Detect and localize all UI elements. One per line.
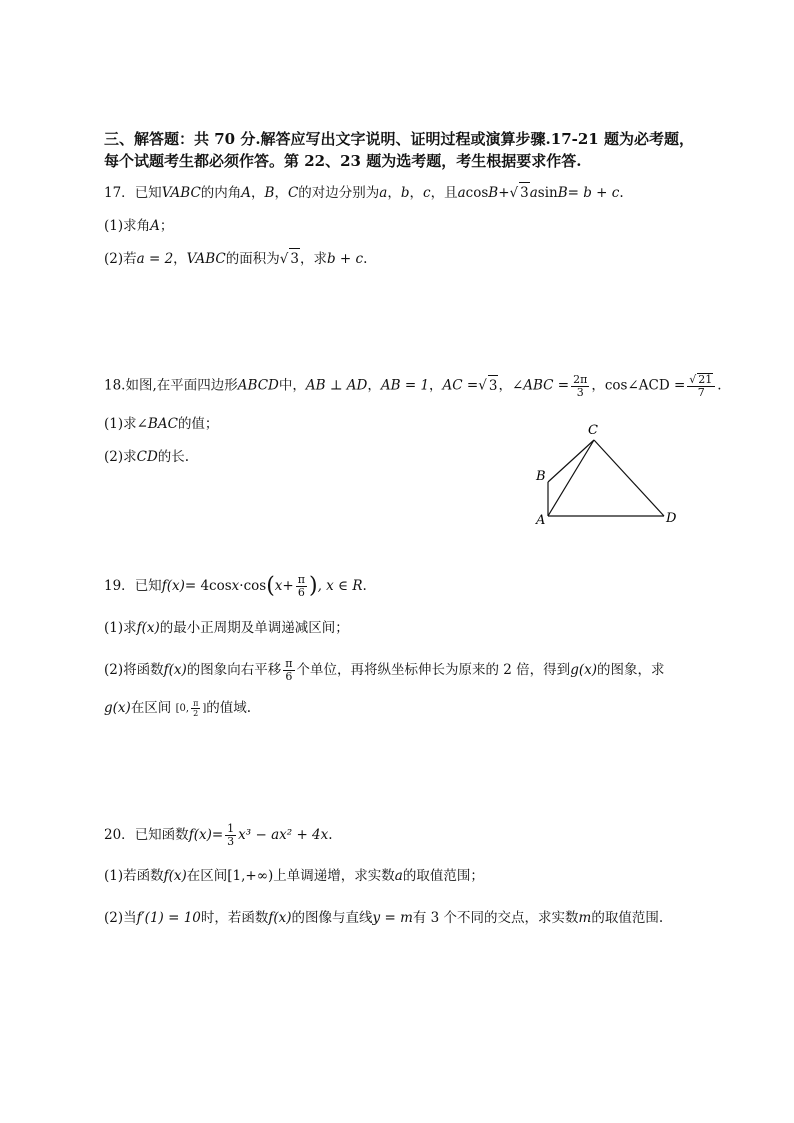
q20-frac-num: 1 — [227, 822, 235, 835]
q19-eq: = 4cos — [184, 578, 232, 594]
q17-p2-expr: b + c — [326, 251, 364, 267]
q17-var: B — [264, 185, 275, 201]
edge-cd — [594, 440, 664, 516]
q20-p2-var: m — [578, 910, 592, 926]
q17-var: A — [241, 185, 252, 201]
q18-number: 18. — [104, 377, 126, 394]
q17-triangle: VABC — [161, 185, 201, 201]
q20-eq: x³ − ax² + 4x — [238, 827, 329, 843]
q19-paren: ) — [308, 573, 318, 599]
edge-ac — [548, 440, 594, 516]
q19-p2-frac-pi-6 — [283, 658, 294, 683]
q17-p2-end: . — [363, 251, 368, 267]
q17-part-2: (2)若a = 2，VABC的面积为√ 3，求b + c. — [104, 248, 367, 269]
section-heading-line-2: 每个试题考生都必须作答。第 22、23 题为选考题，考生根据要求作答. — [104, 152, 582, 170]
q20-p1-text: 上单调递增，求实数 — [273, 868, 395, 884]
q19-stem — [104, 574, 367, 599]
q19-p2-func-g-arg: (x) — [112, 700, 131, 716]
label-b: B — [536, 469, 546, 484]
q17-eq: sin — [537, 185, 558, 201]
q19-p2-interval-right: ] — [202, 702, 207, 714]
q20-p2-label: (2)当 — [104, 910, 137, 926]
q19-p2-interval — [175, 698, 207, 718]
q20-stem — [104, 823, 333, 848]
q19-p2-func-arg: (x) — [168, 662, 187, 678]
q18-p1-angle: ∠BAC — [136, 416, 178, 432]
q17-var: C — [287, 185, 299, 201]
q20-p1-text: 的取值范围； — [402, 868, 484, 884]
q20-end: . — [328, 827, 333, 843]
q17-sep: ， — [251, 185, 265, 201]
q19-p2-text: 个单位，再将纵坐标伸长为原来的 2 倍，得到 — [296, 662, 571, 678]
q17-p2-sqrt: 3 — [289, 248, 300, 269]
q20-p2-cond: f′(1) = 10 — [136, 910, 201, 926]
q17-text: 的内角 — [200, 185, 242, 201]
q19-p1-func: f — [136, 620, 142, 636]
q20-p2-func: f — [268, 910, 274, 926]
section-heading-line-1: 三、解答题：共 70 分.解答应写出文字说明、证明过程或演算步骤.17-21 题为必考题， — [104, 130, 694, 148]
q17-eq: B — [488, 185, 499, 201]
q17-number: 17． — [104, 185, 135, 201]
q18-quadrilateral-figure — [528, 418, 688, 532]
q17-p2-sep: ， — [173, 251, 187, 267]
q18-part-2 — [104, 447, 189, 467]
q19-text: 已知 — [134, 578, 162, 594]
q19-p2-func-g-arg: (x) — [578, 662, 597, 678]
q18-p1-label: (1)求 — [104, 416, 137, 432]
q17-p2-label: (2)若 — [104, 251, 137, 267]
q19-eq: cos — [243, 578, 267, 594]
q17-p1-end: ； — [159, 218, 174, 234]
q18-frac-num: 2π — [573, 372, 588, 386]
q19-part-1 — [104, 618, 349, 638]
q19-p2-func-g: g — [104, 700, 113, 716]
q18-quad: ABCD — [237, 377, 279, 394]
q18-frac-2pi-3 — [571, 374, 589, 399]
label-c: C — [588, 423, 598, 438]
q17-p2-triangle: VABC — [186, 251, 226, 267]
q18-frac-num: √ 21 — [687, 373, 715, 387]
q20-part-2 — [104, 908, 663, 928]
q17-eq: B — [557, 185, 568, 201]
q19-end: . — [362, 578, 367, 594]
q19-domain: , x ∈ R — [317, 578, 363, 594]
q20-p2-text: 的图像与直线 — [291, 910, 373, 926]
q17-sep: ， — [387, 185, 401, 201]
q19-eq: x — [231, 578, 240, 594]
q18-frac-num-sqrt: 21 — [698, 373, 713, 386]
q17-eq: a — [529, 185, 538, 201]
q19-part-2-cont — [104, 698, 251, 719]
q17-sep: ， — [274, 185, 288, 201]
q20-p2-line: y = m — [372, 910, 413, 926]
q19-p1-label: (1)求 — [104, 620, 137, 636]
q19-frac-pi-6 — [296, 574, 307, 599]
q18-end: . — [717, 377, 722, 394]
q17-var: c — [423, 185, 431, 201]
q19-func-arg: (x) — [166, 578, 185, 594]
q17-eq: + — [498, 185, 510, 201]
q17-p2-text: 的面积为 — [225, 251, 280, 267]
q18-sep: ， — [498, 377, 512, 394]
q20-frac-den: 3 — [227, 835, 235, 848]
q17-end: . — [619, 185, 624, 201]
q18-stem: 18.如图,在平面四边形ABCD中，AB ⊥ AD，AB = 1，AC =√ 3，∠ABC = $\frac{2\pi}{3}$ ，cos∠ACD = $\frac{√ 21}{7}$ . — [104, 372, 722, 399]
q20-part-1 — [104, 866, 484, 886]
q18-sep: ， — [367, 377, 381, 394]
q19-p2-label: (2)将函数 — [104, 662, 164, 678]
q20-p2-func-arg: (x) — [273, 910, 292, 926]
q20-p1-interval: [1,+∞) — [227, 868, 274, 884]
q17-text: 的对边分别为 — [298, 185, 380, 201]
q18-cond: ∠ABC = — [511, 377, 570, 394]
label-d: D — [666, 511, 677, 526]
q18-p2-text: 的长. — [157, 449, 190, 465]
q17-var: a — [379, 185, 388, 201]
q17-eq-sqrt: 3 — [519, 182, 530, 203]
q18-text: 中， — [278, 377, 306, 394]
q17-text: 已知 — [134, 185, 162, 201]
q20-p1-var: a — [394, 868, 403, 884]
q19-p2-func: f — [163, 662, 169, 678]
q19-p2-func-g: g — [570, 662, 579, 678]
q18-sep: ， — [591, 377, 605, 394]
q17-eq: a — [457, 185, 466, 201]
q19-p2-text: 的值域. — [206, 700, 252, 716]
edge-bc — [548, 440, 594, 482]
q19-p1-text: 的最小正周期及单调递减区间； — [159, 620, 349, 636]
label-a: A — [536, 513, 546, 528]
q19-p1-func-arg: (x) — [141, 620, 160, 636]
q19-p2-interval-frac — [191, 699, 200, 718]
q19-paren: ( — [266, 573, 275, 599]
q19-p2-frac-den: 6 — [285, 670, 293, 683]
q20-p2-text: 有 3 个不同的交点，求实数 — [412, 910, 579, 926]
q19-part-2 — [104, 658, 665, 683]
q17-p2-cond: a = 2 — [136, 251, 174, 267]
q19-p2-interval-num: π — [193, 698, 199, 708]
q19-p2-text: 的图象，求 — [597, 662, 665, 678]
q20-p2-text: 的取值范围. — [591, 910, 664, 926]
q18-part-1 — [104, 414, 218, 434]
q17-p1-label: (1)求角 — [104, 218, 151, 234]
q17-part-1 — [104, 216, 173, 236]
q17-stem: 17．已知VABC的内角A，B，C的对边分别为a，b，c，且acosB+√ 3asinB= b + c. — [104, 182, 624, 203]
q17-p2-text: ，求 — [299, 251, 327, 267]
q19-p2-text: 在区间 — [130, 700, 172, 716]
q17-p1-var: A — [150, 218, 160, 234]
q18-p2-label: (2)求 — [104, 449, 137, 465]
q20-func: f — [188, 827, 194, 843]
q18-sep: ， — [429, 377, 443, 394]
q20-func-arg: (x) — [193, 827, 212, 843]
q18-cond: AB ⊥ AD — [305, 377, 368, 394]
q19-number: 19． — [104, 578, 135, 594]
q20-p1-func-arg: (x) — [168, 868, 187, 884]
q18-cond: AB = 1 — [380, 377, 430, 394]
q17-sep: ， — [409, 185, 424, 201]
q20-p1-label: (1)若函数 — [104, 868, 164, 884]
q19-eq: · — [239, 578, 244, 594]
q19-p2-text: 的图象向右平移 — [186, 662, 282, 678]
q18-cond: AC = — [442, 377, 479, 394]
q19-p2-frac-num: π — [285, 657, 293, 670]
q19-func: f — [161, 578, 167, 594]
q18-text: 如图,在平面四边形 — [125, 377, 238, 394]
q19-p2-interval-left: [0, — [175, 702, 190, 714]
q18-frac-den: 7 — [697, 386, 705, 399]
q17-eq: cos — [465, 185, 489, 201]
q18-cond: cos∠ACD = — [604, 377, 686, 394]
q20-eq: = — [211, 827, 224, 843]
q19-frac-den: 6 — [297, 586, 305, 599]
q19-eq: + — [282, 578, 294, 594]
q20-text: 已知函数 — [134, 827, 189, 843]
q20-frac-1-3 — [225, 823, 236, 848]
q19-p2-interval-den: 2 — [193, 708, 199, 718]
q20-p1-text: 在区间 — [186, 868, 228, 884]
q18-p1-text: 的值； — [177, 416, 219, 432]
q20-p2-text: 时，若函数 — [200, 910, 269, 926]
q17-var: b — [400, 185, 410, 201]
q19-frac-num: π — [297, 573, 305, 586]
q18-cond-sqrt: 3 — [488, 375, 499, 396]
q18-frac-sqrt21-7 — [687, 373, 715, 399]
q17-eq: = b + c — [567, 185, 620, 201]
q18-p2-seg: CD — [136, 449, 158, 465]
q18-frac-den: 3 — [576, 385, 584, 399]
q17-text: ，且 — [430, 185, 458, 201]
q19-eq: x — [274, 578, 283, 594]
q20-p1-func: f — [163, 868, 169, 884]
q20-number: 20． — [104, 827, 135, 843]
